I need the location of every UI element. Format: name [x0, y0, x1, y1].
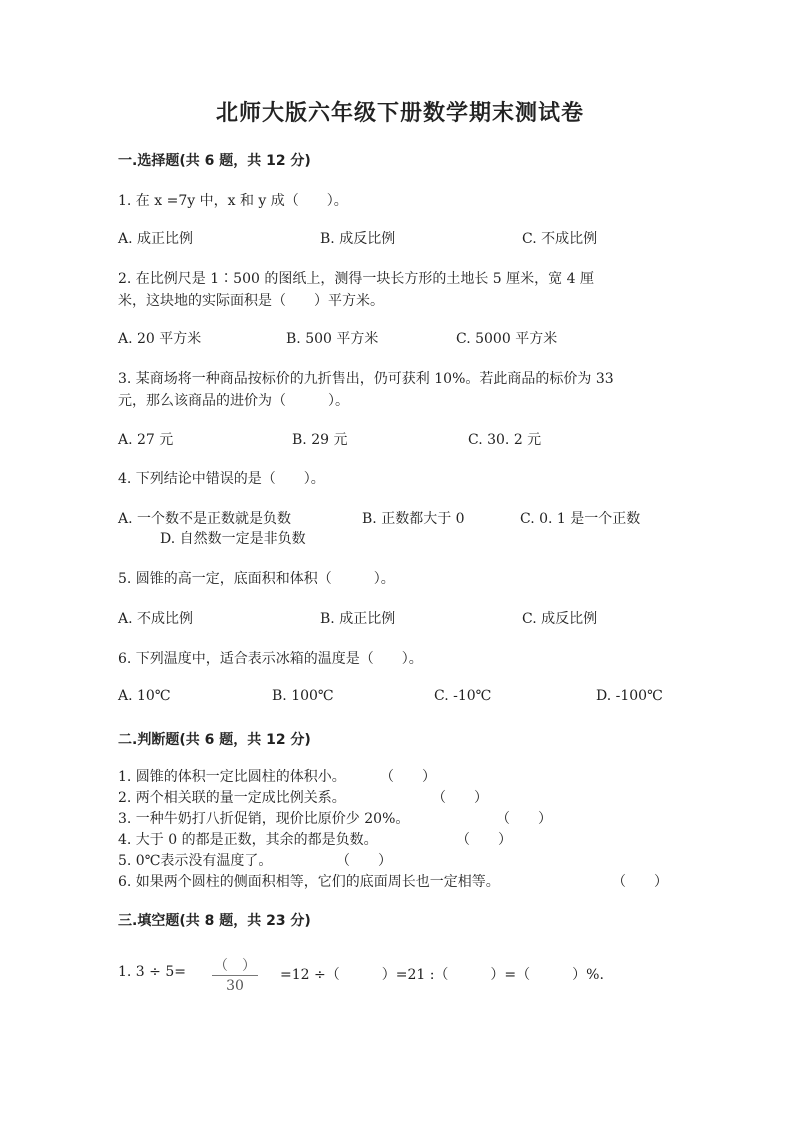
tf-item-1: 1. 圆锥的体积一定比圆柱的体积小。: [118, 769, 346, 785]
option-1c: C. 不成比例: [522, 231, 598, 247]
tf-blank-1: （ ）: [380, 769, 436, 785]
question-2-line1: 2. 在比例尺是 1∶500 的图纸上，测得一块长方形的土地长 5 厘米，宽 4 厘: [118, 271, 594, 287]
tf-blank-2: （ ）: [432, 790, 488, 806]
option-1a: A. 成正比例: [118, 231, 194, 247]
option-3c: C. 30. 2 元: [468, 432, 542, 448]
tf-item-4: 4. 大于 0 的都是正数，其余的都是负数。: [118, 832, 378, 848]
tf-blank-3: （ ）: [496, 811, 552, 827]
option-6d: D. -100℃: [596, 688, 663, 704]
question-6: 6. 下列温度中，适合表示冰箱的温度是（ ）。: [118, 651, 423, 667]
section-heading-choice: 一.选择题(共 6 题，共 12 分): [118, 153, 311, 169]
option-3a: A. 27 元: [118, 432, 174, 448]
page-title: 北师大版六年级下册数学期末测试卷: [215, 100, 584, 126]
question-4: 4. 下列结论中错误的是（ ）。: [118, 471, 325, 487]
option-6c: C. -10℃: [434, 688, 492, 704]
option-6b: B. 100℃: [272, 688, 334, 704]
fill-question-1-prefix: 1. 3 ÷ 5=: [118, 964, 186, 980]
option-3b: B. 29 元: [292, 432, 348, 448]
option-5b: B. 成正比例: [320, 611, 396, 627]
option-6a: A. 10℃: [118, 688, 171, 704]
section-heading-fillin: 三.填空题(共 8 题，共 23 分): [118, 913, 311, 929]
option-1b: B. 成反比例: [320, 231, 396, 247]
option-2c: C. 5000 平方米: [456, 331, 558, 347]
fraction-bar: [212, 975, 258, 976]
question-3-line1: 3. 某商场将一种商品按标价的九折售出，仍可获利 10%。若此商品的标价为 33: [118, 371, 614, 387]
option-2b: B. 500 平方米: [286, 331, 379, 347]
fraction: [212, 958, 258, 994]
tf-item-6: 6. 如果两个圆柱的侧面积相等，它们的底面周长也一定相等。: [118, 874, 500, 890]
fill-question-1-suffix: =12 ÷（ ）=21 :（ ）=（ ）%.: [280, 967, 604, 983]
fraction-numerator: （ ）: [214, 958, 256, 974]
option-5c: C. 成反比例: [522, 611, 598, 627]
option-2a: A. 20 平方米: [118, 331, 202, 347]
option-5a: A. 不成比例: [118, 611, 194, 627]
tf-item-3: 3. 一种牛奶打八折促销，现价比原价少 20%。: [118, 811, 410, 827]
option-4b: B. 正数都大于 0: [362, 511, 465, 527]
tf-blank-4: （ ）: [456, 832, 512, 848]
question-1: 1. 在 x =7y 中，x 和 y 成（ ）。: [118, 193, 348, 209]
tf-blank-5: （ ）: [336, 853, 392, 869]
option-4c: C. 0. 1 是一个正数: [520, 511, 641, 527]
option-4a: A. 一个数不是正数就是负数: [118, 511, 292, 527]
question-2-line2: 米，这块地的实际面积是（ ）平方米。: [118, 293, 384, 309]
fraction-denominator: 30: [226, 978, 244, 994]
section-heading-truefalse: 二.判断题(共 6 题，共 12 分): [118, 732, 311, 748]
question-3-line2: 元，那么该商品的进价为（ ）。: [118, 393, 349, 409]
tf-item-5: 5. 0℃表示没有温度了。: [118, 853, 273, 869]
tf-blank-6: （ ）: [612, 874, 668, 890]
option-4d: D. 自然数一定是非负数: [160, 531, 306, 547]
question-5: 5. 圆锥的高一定，底面积和体积（ ）。: [118, 571, 395, 587]
tf-item-2: 2. 两个相关联的量一定成比例关系。: [118, 790, 346, 806]
